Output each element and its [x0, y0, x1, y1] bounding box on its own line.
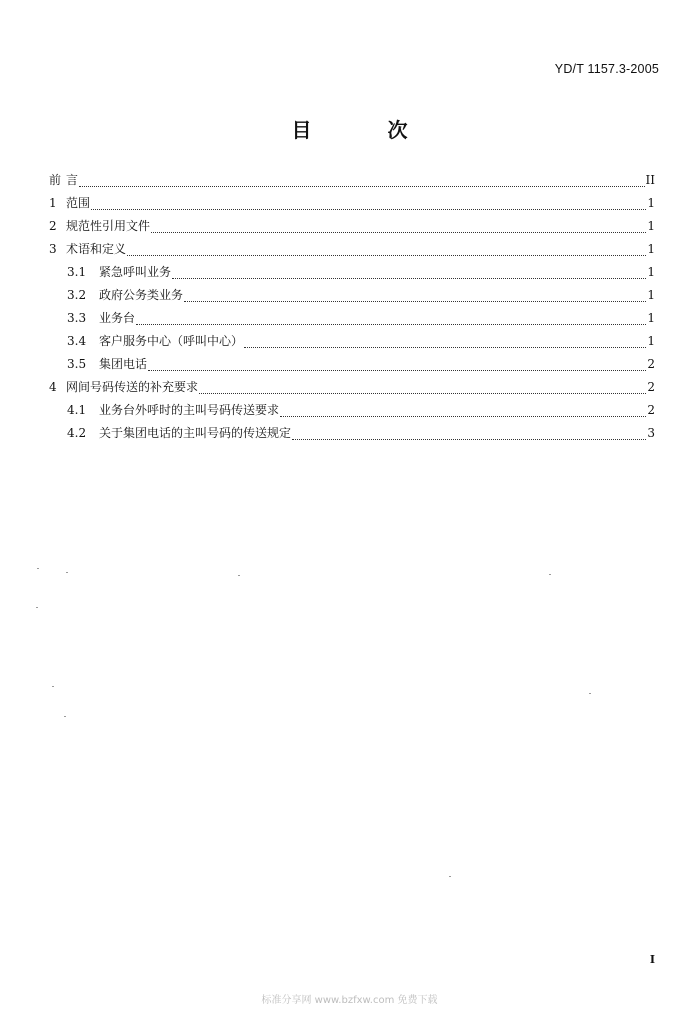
scan-speck — [589, 693, 591, 694]
dot-leader — [148, 369, 646, 371]
toc-page: 1 — [647, 311, 655, 325]
scan-speck — [36, 607, 38, 608]
toc-number: 1 — [49, 196, 57, 210]
toc-number: 3.2 — [67, 288, 87, 302]
toc-page: 1 — [647, 265, 655, 279]
toc-entry — [49, 240, 655, 263]
toc-number: 3.4 — [67, 334, 87, 348]
toc-label: 业务台 — [99, 311, 136, 325]
toc-label: 关于集团电话的主叫号码的传送规定 — [99, 426, 292, 440]
toc-label: 范围 — [66, 196, 91, 210]
toc-subentry — [49, 355, 655, 378]
toc-label: 业务台外呼时的主叫号码传送要求 — [99, 403, 280, 417]
toc-page: 3 — [647, 426, 655, 440]
toc-subentry — [49, 424, 655, 447]
toc-page: 1 — [647, 288, 655, 302]
toc-page: 1 — [647, 219, 655, 233]
document-code: YD/T 1157.3-2005 — [554, 62, 659, 76]
dot-leader — [151, 231, 646, 233]
dot-leader — [136, 323, 646, 325]
toc-subentry — [49, 332, 655, 355]
toc-page: 2 — [647, 357, 655, 371]
toc-page: 1 — [647, 196, 655, 210]
toc-number: 3.3 — [67, 311, 87, 325]
toc-label: 网间号码传送的补充要求 — [66, 380, 199, 394]
watermark: 标准分享网 www.bzfxw.com 免费下载 — [261, 995, 438, 1006]
toc-entry — [49, 194, 655, 217]
toc-subentry — [49, 263, 655, 286]
toc-page: 2 — [647, 380, 655, 394]
table-of-contents — [49, 171, 655, 447]
page-title: 目 次 — [291, 118, 436, 142]
scan-speck — [238, 575, 240, 576]
toc-label: 规范性引用文件 — [66, 219, 151, 233]
toc-number: 2 — [49, 219, 57, 233]
toc-number: 前 — [49, 173, 62, 187]
toc-label: 客户服务中心（呼叫中心） — [99, 334, 244, 348]
toc-entry — [49, 217, 655, 240]
toc-entry — [49, 378, 655, 401]
toc-number: 4.2 — [67, 426, 87, 440]
scan-speck — [52, 686, 54, 687]
scan-speck — [549, 574, 551, 575]
dot-leader — [91, 208, 646, 210]
toc-number: 3.1 — [67, 265, 87, 279]
toc-page: II — [645, 173, 655, 187]
scan-speck — [64, 716, 66, 717]
toc-label: 紧急呼叫业务 — [99, 265, 172, 279]
toc-subentry — [49, 401, 655, 424]
toc-number: 3 — [49, 242, 57, 256]
scan-speck — [66, 572, 68, 573]
dot-leader — [172, 277, 646, 279]
toc-number: 4 — [49, 380, 57, 394]
dot-leader — [280, 415, 646, 417]
dot-leader — [199, 392, 646, 394]
toc-label: 言 — [66, 173, 79, 187]
toc-page: 2 — [647, 403, 655, 417]
toc-page: 1 — [647, 334, 655, 348]
dot-leader — [127, 254, 646, 256]
dot-leader — [292, 438, 646, 440]
scan-speck — [37, 568, 39, 569]
toc-number: 3.5 — [67, 357, 87, 371]
toc-entry — [49, 171, 655, 194]
toc-number: 4.1 — [67, 403, 87, 417]
toc-label: 集团电话 — [99, 357, 148, 371]
page-number: I — [649, 953, 655, 966]
toc-label: 政府公务类业务 — [99, 288, 184, 302]
toc-label: 术语和定义 — [66, 242, 127, 256]
toc-page: 1 — [647, 242, 655, 256]
toc-subentry — [49, 309, 655, 332]
scan-speck — [449, 876, 451, 877]
toc-subentry — [49, 286, 655, 309]
dot-leader — [79, 185, 645, 187]
dot-leader — [244, 346, 646, 348]
dot-leader — [184, 300, 646, 302]
